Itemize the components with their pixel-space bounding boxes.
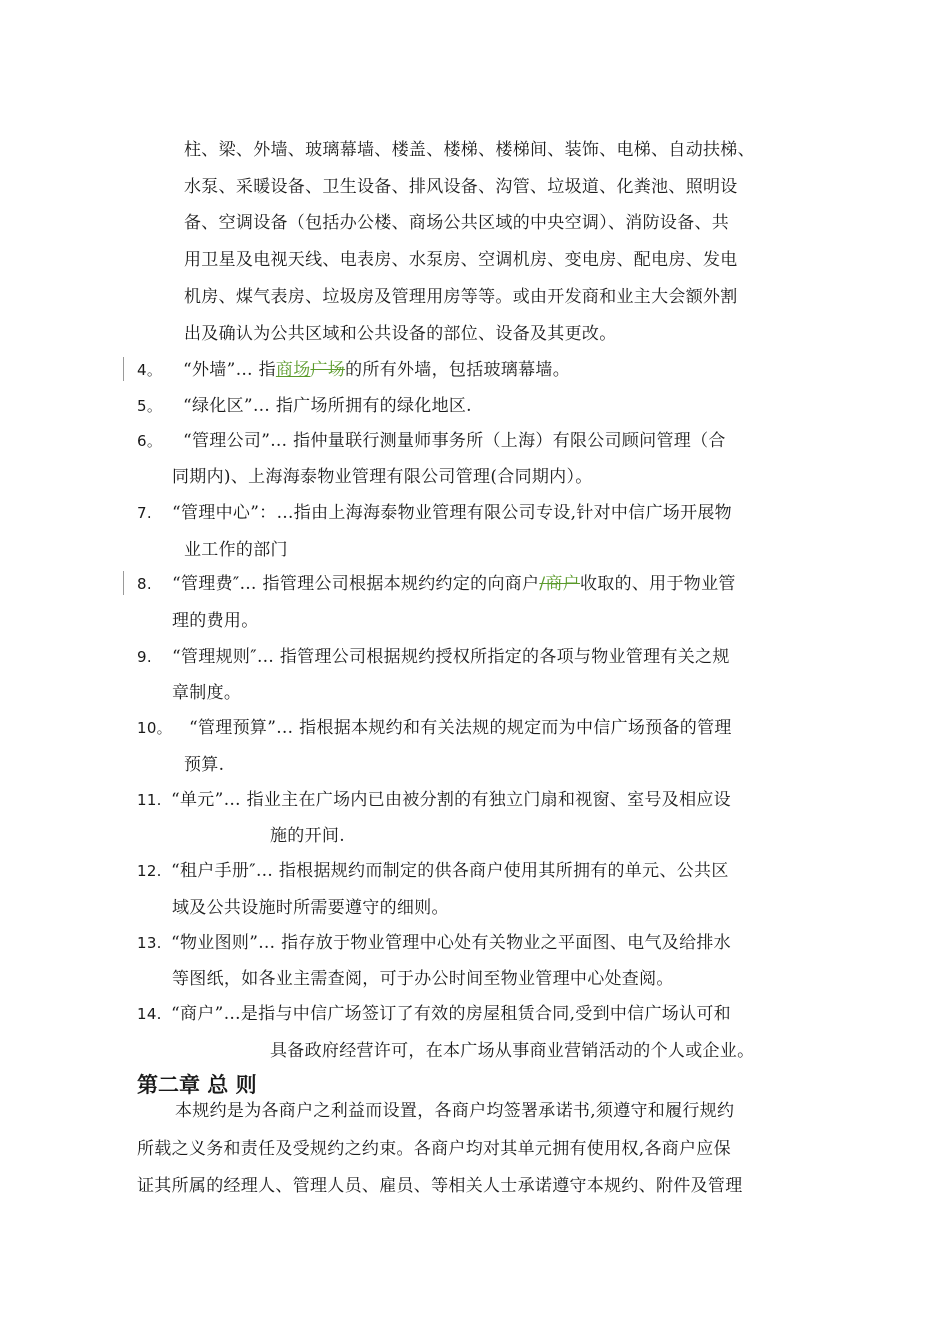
intro-line-3: 备、空调设备（包括办公楼、商场公共区域的中央空调）、消防设备、共: [184, 213, 730, 233]
item-text: “租户手册″… 指根据规约而制定的供各商户使用其所拥有的单元、公共区: [171, 861, 729, 881]
item-text: “管理费″… 指管理公司根据本规约约定的向商户: [172, 574, 540, 594]
change-bar: [123, 357, 124, 381]
item-number: 9.: [137, 648, 152, 666]
definition-item-7-cont: 业工作的部门: [184, 540, 288, 560]
item-number: 12.: [137, 862, 162, 880]
item-text: “管理预算”… 指根据本规约和有关法规的规定而为中信广场预备的管理: [189, 718, 732, 738]
intro-line-1: 柱、梁、外墙、玻璃幕墙、楼盖、楼梯、楼梯间、装饰、电梯、自动扶梯、: [184, 140, 755, 160]
deleted-text: 广场: [310, 360, 346, 380]
definition-item-9: [137, 647, 730, 667]
definition-item-12: [137, 861, 729, 881]
definition-item-14-cont: 具备政府经营许可，在本广场从事商业营销活动的个人或企业。: [270, 1041, 755, 1061]
item-number: 7.: [137, 504, 152, 522]
chapter-body-line-1: 本规约是为各商户之利益而设置，各商户均签署承诺书,须遵守和履行规约: [175, 1101, 735, 1121]
item-text: “管理中心”：…指由上海海泰物业管理有限公司专设,针对中信广场开展物: [172, 503, 732, 523]
item-number: 14.: [137, 1005, 162, 1023]
item-text: 收取的、用于物业管: [579, 574, 736, 594]
item-text: “单元”… 指业主在广场内已由被分割的有独立门扇和视窗、室号及相应设: [171, 790, 731, 810]
definition-item-8: [137, 574, 736, 594]
item-number: 10。: [137, 719, 172, 737]
item-number: 6。: [137, 432, 163, 450]
definition-item-8-cont: 理的费用。: [172, 611, 259, 631]
definition-item-11: [137, 790, 731, 810]
definition-item-5: [137, 396, 472, 416]
item-text: 的所有外墙，包括玻璃幕墙。: [345, 360, 571, 380]
definition-item-12-cont: 域及公共设施时所需要遵守的细则。: [172, 898, 449, 918]
item-text: “外墙”… 指: [183, 360, 276, 380]
item-text: “商户”…是指与中信广场签订了有效的房屋租赁合同,受到中信广场认可和: [171, 1004, 731, 1024]
item-number: 11.: [137, 791, 162, 809]
definition-item-7: [137, 503, 732, 523]
item-text: “管理公司”… 指仲量联行测量师事务所（上海）有限公司顾问管理（合: [183, 431, 726, 451]
deleted-text: /商户: [539, 574, 580, 594]
item-text: “管理规则″… 指管理公司根据规约授权所指定的各项与物业管理有关之规: [172, 647, 730, 667]
item-number: 4。: [137, 361, 163, 379]
inserted-text: 商场: [275, 360, 311, 380]
definition-item-14: [137, 1004, 731, 1024]
intro-line-4: 用卫星及电视天线、电表房、水泵房、空调机房、变电房、配电房、发电: [184, 250, 738, 270]
chapter-heading: 第二章 总 则: [137, 1073, 257, 1097]
change-bar: [123, 571, 124, 595]
chapter-body-line-3: 证其所属的经理人、管理人员、雇员、等相关人士承诺遵守本规约、附件及管理: [137, 1176, 743, 1196]
intro-line-2: 水泵、采暖设备、卫生设备、排风设备、沟管、垃圾道、化粪池、照明设: [184, 177, 738, 197]
item-text: “物业图则”… 指存放于物业管理中心处有关物业之平面图、电气及给排水: [171, 933, 731, 953]
definition-item-10-cont: 预算.: [184, 755, 225, 775]
item-number: 5。: [137, 397, 163, 415]
definition-item-10: [137, 718, 732, 738]
intro-line-5: 机房、煤气表房、垃圾房及管理用房等等。或由开发商和业主大会额外割: [184, 287, 738, 307]
item-number: 8.: [137, 575, 152, 593]
item-number: 13.: [137, 934, 162, 952]
definition-item-9-cont: 章制度。: [172, 683, 242, 703]
item-text: “绿化区”… 指广场所拥有的绿化地区.: [183, 396, 472, 416]
definition-item-4: [137, 360, 570, 380]
definition-item-6: [137, 431, 726, 451]
definition-item-13-cont: 等图纸，如各业主需查阅，可于办公时间至物业管理中心处查阅。: [172, 969, 674, 989]
intro-line-6: 出及确认为公共区域和公共设备的部位、设备及其更改。: [184, 324, 617, 344]
chapter-body-line-2: 所载之义务和责任及受规约之约束。各商户均对其单元拥有使用权,各商户应保: [137, 1139, 731, 1159]
definition-item-11-cont: 施的开间.: [270, 826, 345, 846]
definition-item-13: [137, 933, 731, 953]
definition-item-6-cont: 同期内)、上海海泰物业管理有限公司管理(合同期内）。: [172, 467, 593, 487]
